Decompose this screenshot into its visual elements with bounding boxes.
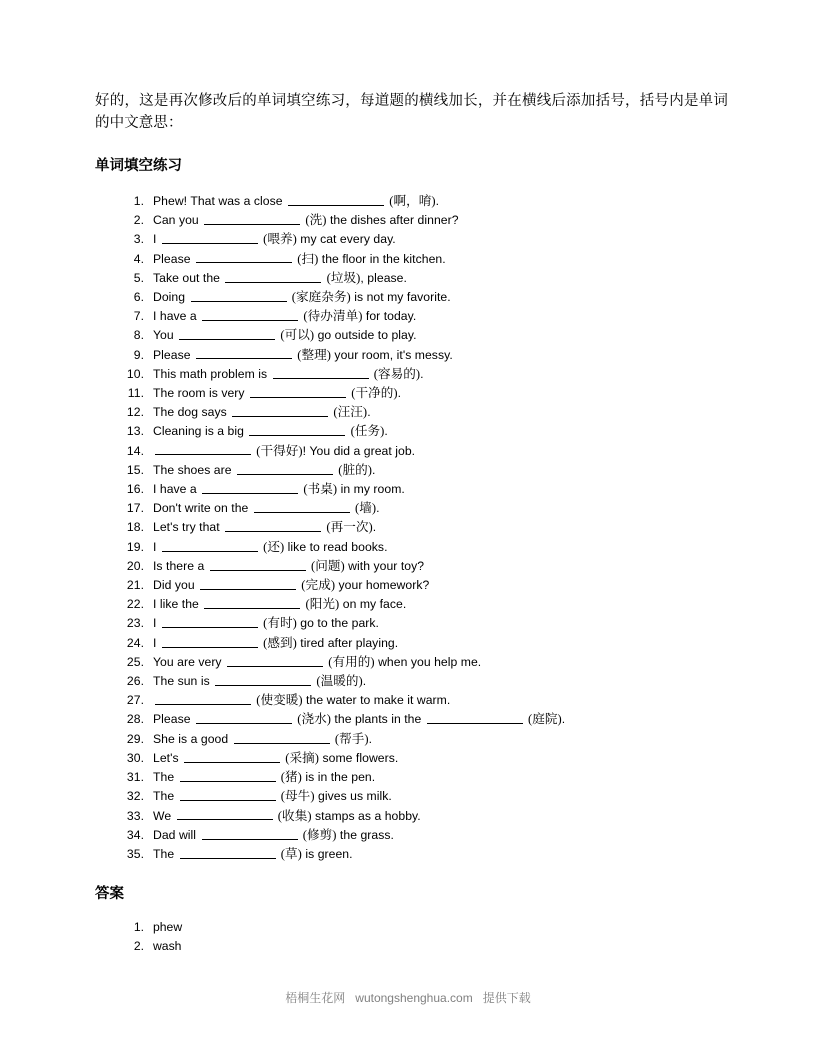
exercise-item xyxy=(153,346,728,365)
chinese-hint: (墙) xyxy=(351,501,377,516)
exercise-item xyxy=(153,269,728,288)
exercise-item xyxy=(153,230,728,249)
answer-blank[interactable] xyxy=(225,520,321,532)
exercise-text-after: on my face. xyxy=(339,597,407,612)
answer-blank[interactable] xyxy=(162,616,258,628)
exercise-item xyxy=(153,787,728,806)
exercise-text-after: some flowers. xyxy=(319,750,399,765)
chinese-hint: (容易的) xyxy=(370,366,421,381)
answer-blank[interactable] xyxy=(210,558,306,570)
answer-blank[interactable] xyxy=(196,712,292,724)
chinese-hint: (干得好) xyxy=(253,443,303,458)
chinese-hint: (浇水) xyxy=(294,712,331,727)
exercise-text-before: I xyxy=(153,616,160,631)
exercise-text-before: The xyxy=(153,770,178,785)
exercise-text-after: . xyxy=(362,674,367,689)
exercise-item xyxy=(153,480,728,499)
exercise-text-after: , please. xyxy=(360,270,407,285)
exercise-item xyxy=(153,461,728,480)
answer-blank[interactable] xyxy=(202,482,298,494)
exercise-text-before: The sun is xyxy=(153,674,214,689)
exercise-item xyxy=(153,807,728,826)
exercise-text-before: Dad will xyxy=(153,827,200,842)
exercise-text-before: Is there a xyxy=(153,558,208,573)
footer-sitename: 梧桐生花网 xyxy=(285,991,346,1005)
exercise-text-middle: the plants in the xyxy=(331,712,425,727)
exercise-text-after: . xyxy=(561,712,566,727)
exercise-text-before: I like the xyxy=(153,597,203,612)
intro-paragraph: 好的，这是再次修改后的单词填空练习，每道题的横线加长，并在横线后添加括号，括号内是单词的中文意思： xyxy=(95,93,728,131)
chinese-hint: (母牛) xyxy=(277,789,315,804)
exercise-item xyxy=(153,557,728,576)
exercise-item xyxy=(153,749,728,768)
answer-blank[interactable] xyxy=(155,693,251,705)
exercise-text-after: gives us milk. xyxy=(314,789,392,804)
exercise-text-after: like to read books. xyxy=(284,539,388,554)
exercise-text-after: stamps as a hobby. xyxy=(311,808,421,823)
exercise-item xyxy=(153,192,728,211)
answer-blank[interactable] xyxy=(225,270,321,282)
answer-blank[interactable] xyxy=(215,674,311,686)
footer-note: 提供下载 xyxy=(482,991,531,1005)
answer-blank[interactable] xyxy=(254,501,350,513)
answer-blank[interactable] xyxy=(196,347,292,359)
exercise-item xyxy=(153,845,728,864)
exercise-text-after: is in the pen. xyxy=(301,770,376,785)
exercise-item xyxy=(153,307,728,326)
exercise-text-before: Did you xyxy=(153,578,199,593)
exercise-text-after: your room, it's messy. xyxy=(331,347,453,362)
answer-blank[interactable] xyxy=(177,808,273,820)
chinese-hint: (任务) xyxy=(347,424,385,439)
exercise-text-before: I xyxy=(153,635,160,650)
exercise-text-after: when you help me. xyxy=(374,654,482,669)
answer-blank[interactable] xyxy=(180,847,276,859)
chinese-hint: (可以) xyxy=(277,328,315,343)
exercise-text-before: The xyxy=(153,846,178,861)
exercise-text-before: I xyxy=(153,232,160,247)
exercise-text-after: . xyxy=(384,424,388,439)
exercise-text-after: . xyxy=(376,501,380,516)
chinese-hint: (还) xyxy=(259,539,285,554)
exercise-text-after: in my room. xyxy=(337,482,405,497)
answer-blank[interactable] xyxy=(204,597,300,609)
chinese-hint: (感到) xyxy=(259,635,297,650)
answer-item xyxy=(153,937,728,956)
exercise-text-before: Can you xyxy=(153,213,203,228)
exercise-item xyxy=(153,288,728,307)
chinese-hint: (书桌) xyxy=(300,482,338,497)
chinese-hint: (有时) xyxy=(259,616,297,631)
exercise-item xyxy=(153,499,728,518)
exercise-text-before: Please xyxy=(153,712,195,727)
answers-section-heading: 答案 xyxy=(95,886,124,903)
exercise-item xyxy=(153,730,728,749)
chinese-hint: (干净的) xyxy=(348,386,398,401)
exercise-text-before: I have a xyxy=(153,482,201,497)
answer-blank[interactable] xyxy=(250,386,346,398)
answer-blank[interactable] xyxy=(196,251,292,263)
exercise-text-after: the water to make it warm. xyxy=(302,693,451,708)
answer-blank[interactable] xyxy=(204,213,300,225)
chinese-hint: (喂养) xyxy=(259,232,297,247)
exercise-text-before: The room is very xyxy=(153,386,248,401)
exercise-text-after: your homework? xyxy=(335,578,430,593)
chinese-hint: (家庭杂务) xyxy=(288,290,351,305)
exercise-text-before: I xyxy=(153,539,160,554)
answer-blank[interactable] xyxy=(162,635,258,647)
exercise-text-before: The dog says xyxy=(153,405,231,420)
chinese-hint: (啊，唷) xyxy=(386,194,436,208)
chinese-hint: (待办清单) xyxy=(300,309,363,324)
answer-blank[interactable] xyxy=(232,405,328,417)
answer-blank[interactable] xyxy=(180,789,276,801)
exercise-text-after: tired after playing. xyxy=(296,635,399,650)
chinese-hint: (使变暖) xyxy=(253,693,303,708)
exercise-text-before: Let's try that xyxy=(153,520,224,535)
exercise-text-before: Cleaning is a big xyxy=(153,424,248,439)
chinese-hint: (整理) xyxy=(294,347,331,362)
exercise-item xyxy=(153,634,728,653)
exercise-text-before: We xyxy=(153,808,175,823)
chinese-hint: (问题) xyxy=(307,558,345,573)
exercise-text-before: I have a xyxy=(153,309,201,324)
exercise-item xyxy=(153,614,728,633)
answer-blank[interactable] xyxy=(191,290,287,302)
chinese-hint: (汪汪) xyxy=(330,405,368,420)
footer-url: wutongshenghua.com xyxy=(355,991,473,1005)
exercise-text-after: my cat every day. xyxy=(296,232,396,247)
chinese-hint: (有用的) xyxy=(325,654,375,669)
answer-blank[interactable] xyxy=(202,827,298,839)
exercise-text-after: . xyxy=(372,520,377,535)
exercise-text-before: Take out the xyxy=(153,270,224,285)
chinese-hint: (庭院) xyxy=(524,712,562,727)
answer-blank[interactable] xyxy=(237,462,333,474)
exercise-item xyxy=(153,672,728,691)
exercise-item xyxy=(153,653,728,672)
exercise-item xyxy=(153,403,728,422)
exercise-text-after: ! You did a great job. xyxy=(302,443,416,458)
exercise-text-after: . xyxy=(435,194,440,208)
answer-blank[interactable] xyxy=(234,731,330,743)
chinese-hint: (完成) xyxy=(298,578,336,593)
chinese-hint: (垃圾) xyxy=(323,270,361,285)
exercise-item xyxy=(153,442,728,461)
answer-blank[interactable] xyxy=(273,366,369,378)
exercise-item xyxy=(153,691,728,710)
exercise-text-before: This math problem is xyxy=(153,366,271,381)
chinese-hint: (温暖的) xyxy=(313,674,363,689)
exercise-text-before: Let's xyxy=(153,750,183,765)
exercise-text-after: go outside to play. xyxy=(314,328,417,343)
chinese-hint: (扫) xyxy=(294,251,319,266)
exercise-text-after: . xyxy=(367,405,371,420)
exercise-text-after: . xyxy=(397,386,402,401)
exercise-item xyxy=(153,768,728,787)
chinese-hint: (草) xyxy=(277,846,302,861)
answer-blank[interactable] xyxy=(427,712,523,724)
exercise-item xyxy=(153,250,728,269)
chinese-hint: (再一次) xyxy=(323,520,373,535)
answer-blank[interactable] xyxy=(155,443,251,455)
answer-blank[interactable] xyxy=(249,424,345,436)
exercise-item xyxy=(153,365,728,384)
answer-blank[interactable] xyxy=(162,232,258,244)
answer-blank[interactable] xyxy=(227,655,323,667)
exercise-text-before: You are very xyxy=(153,654,226,669)
exercise-text-after: go to the park. xyxy=(296,616,379,631)
answer-blank[interactable] xyxy=(162,539,258,551)
answer-text: phew xyxy=(153,920,183,935)
exercise-text-before: Please xyxy=(153,251,195,266)
exercise-item xyxy=(153,326,728,345)
chinese-hint: (脏的) xyxy=(335,462,372,477)
exercise-text-before: Phew! That was a close xyxy=(153,194,287,208)
answer-list xyxy=(95,918,728,956)
exercise-list xyxy=(95,192,728,864)
chinese-hint: (修剪) xyxy=(299,827,337,842)
answer-blank[interactable] xyxy=(288,194,384,206)
chinese-hint: (收集) xyxy=(274,808,312,823)
exercise-item xyxy=(153,384,728,403)
exercise-text-after: . xyxy=(368,731,373,746)
exercise-text-after: is not my favorite. xyxy=(350,290,451,305)
answer-blank[interactable] xyxy=(184,751,280,763)
exercise-text-before: The xyxy=(153,789,178,804)
exercise-text-after: . xyxy=(371,462,376,477)
exercise-item xyxy=(153,538,728,557)
exercise-text-before: Don't write on the xyxy=(153,501,252,516)
answer-item xyxy=(153,918,728,937)
answer-blank[interactable] xyxy=(179,328,275,340)
chinese-hint: (帮手) xyxy=(331,731,369,746)
exercise-text-before: She is a good xyxy=(153,731,232,746)
exercise-item xyxy=(153,595,728,614)
answer-blank[interactable] xyxy=(200,578,296,590)
exercise-text-before: The shoes are xyxy=(153,462,235,477)
exercise-item xyxy=(153,576,728,595)
exercise-item xyxy=(153,422,728,441)
exercise-text-before: You xyxy=(153,328,178,343)
exercise-text-after: the dishes after dinner? xyxy=(326,213,459,228)
chinese-hint: (洗) xyxy=(302,213,327,228)
exercise-text-after: for today. xyxy=(362,309,417,324)
exercise-text-after: the grass. xyxy=(336,827,394,842)
chinese-hint: (猪) xyxy=(277,770,302,785)
exercise-text-after: the floor in the kitchen. xyxy=(318,251,446,266)
answer-blank[interactable] xyxy=(202,309,298,321)
chinese-hint: (采摘) xyxy=(282,750,320,765)
exercise-text-after: is green. xyxy=(301,846,353,861)
answer-text: wash xyxy=(153,939,182,954)
exercise-item xyxy=(153,826,728,845)
exercise-text-before: Please xyxy=(153,347,195,362)
exercise-text-before: Doing xyxy=(153,290,189,305)
exercise-item xyxy=(153,518,728,537)
footer-watermark xyxy=(0,990,816,1006)
exercise-section-heading: 单词填空练习 xyxy=(95,158,182,174)
exercise-text-after: with your toy? xyxy=(344,558,425,573)
exercise-item xyxy=(153,211,728,230)
answer-blank[interactable] xyxy=(180,770,276,782)
exercise-text-after: . xyxy=(420,366,424,381)
exercise-item xyxy=(153,710,728,729)
chinese-hint: (阳光) xyxy=(302,597,340,612)
